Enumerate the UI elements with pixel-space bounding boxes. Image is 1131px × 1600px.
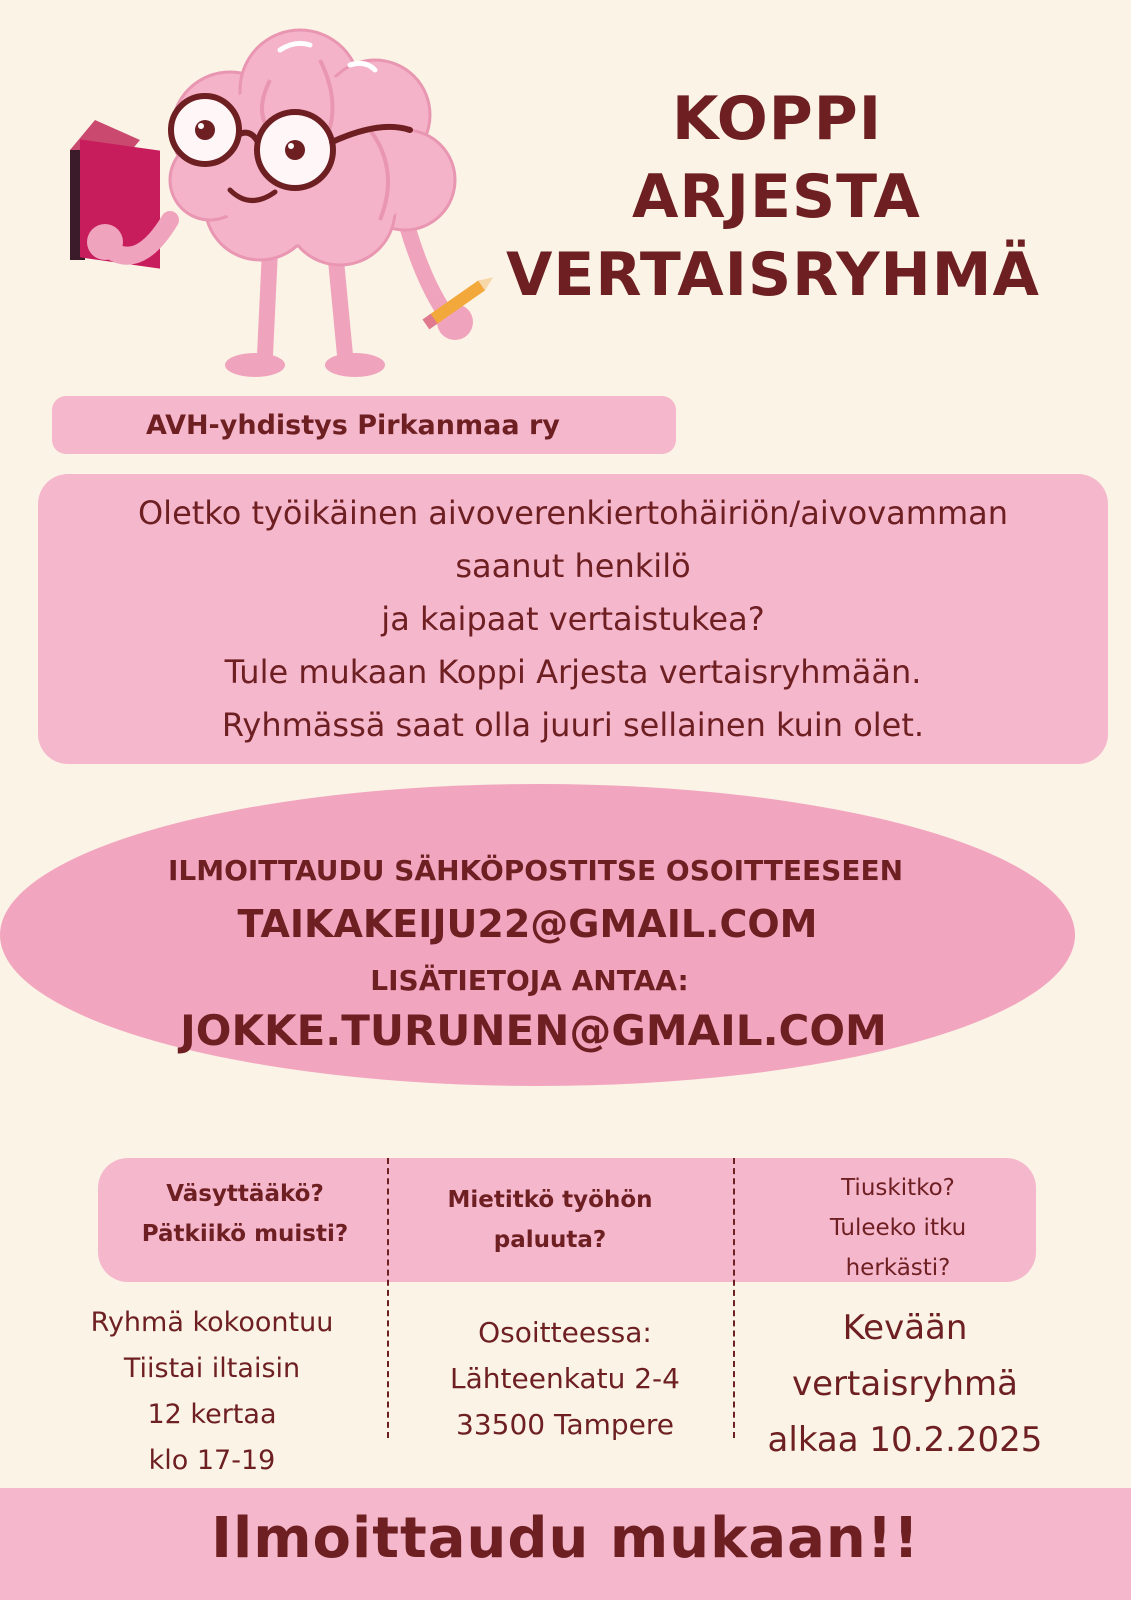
title-line-2: ARJESTA bbox=[632, 162, 921, 232]
question-col-3 bbox=[748, 1168, 1048, 1288]
address-line: 33500 Tampere bbox=[456, 1408, 674, 1441]
column-divider bbox=[387, 1158, 389, 1438]
question-text: Tiuskitko? bbox=[841, 1175, 955, 1201]
question-text: Tuleeko itku bbox=[829, 1215, 967, 1241]
schedule-line: Ryhmä kokoontuu bbox=[90, 1307, 334, 1338]
registration-ellipse bbox=[0, 784, 1075, 1086]
question-text: Väsyttääkö? bbox=[166, 1181, 324, 1207]
intro-line: Ryhmässä saat olla juuri sellainen kuin olet. bbox=[221, 706, 925, 744]
question-text: Mietitkö työhön bbox=[447, 1187, 653, 1213]
brain-mascot-icon bbox=[70, 20, 510, 400]
title-line-1: KOPPI bbox=[672, 84, 883, 154]
address-line: Lähteenkatu 2-4 bbox=[450, 1362, 680, 1395]
registration-heading: ILMOITTAUDU SÄHKÖPOSTITSE OSOITTEESEEN bbox=[167, 854, 904, 887]
info-email: JOKKE.TURUNEN@GMAIL.COM bbox=[180, 1006, 887, 1055]
question-text: Pätkiikö muisti? bbox=[141, 1221, 349, 1247]
intro-box bbox=[38, 474, 1108, 764]
footer-banner bbox=[0, 1488, 1131, 1600]
intro-line: Oletko työikäinen aivoverenkiertohäiriön/aivovamman bbox=[137, 494, 1008, 532]
question-text: paluuta? bbox=[493, 1227, 607, 1253]
intro-line: Tule mukaan Koppi Arjesta vertaisryhmään. bbox=[224, 653, 922, 691]
start-line: vertaisryhmä bbox=[792, 1364, 1018, 1404]
organization-badge bbox=[52, 396, 676, 454]
column-divider bbox=[733, 1158, 735, 1438]
info-heading: LISÄTIETOJA ANTAA: bbox=[370, 964, 689, 997]
start-line: Kevään bbox=[842, 1308, 968, 1348]
schedule-info bbox=[52, 1300, 372, 1484]
footer-call-to-action: Ilmoittaudu mukaan!! bbox=[211, 1506, 920, 1571]
intro-line: saanut henkilö bbox=[455, 547, 691, 585]
question-col-1 bbox=[110, 1174, 380, 1254]
question-text: herkästi? bbox=[845, 1255, 951, 1281]
address-info bbox=[400, 1310, 730, 1448]
registration-email: TAIKAKEIJU22@GMAIL.COM bbox=[237, 902, 818, 946]
organization-name: AVH-yhdistys Pirkanmaa ry bbox=[146, 409, 560, 441]
schedule-line: klo 17-19 bbox=[148, 1445, 276, 1476]
schedule-line: Tiistai iltaisin bbox=[123, 1353, 301, 1384]
address-line: Osoitteessa: bbox=[478, 1316, 652, 1349]
schedule-line: 12 kertaa bbox=[147, 1399, 277, 1430]
intro-line: ja kaipaat vertaistukea? bbox=[381, 600, 765, 638]
title-line-3: VERTAISRYHMÄ bbox=[506, 240, 1040, 310]
start-line: alkaa 10.2.2025 bbox=[767, 1420, 1043, 1460]
question-col-2 bbox=[400, 1180, 700, 1260]
start-info bbox=[740, 1300, 1070, 1468]
